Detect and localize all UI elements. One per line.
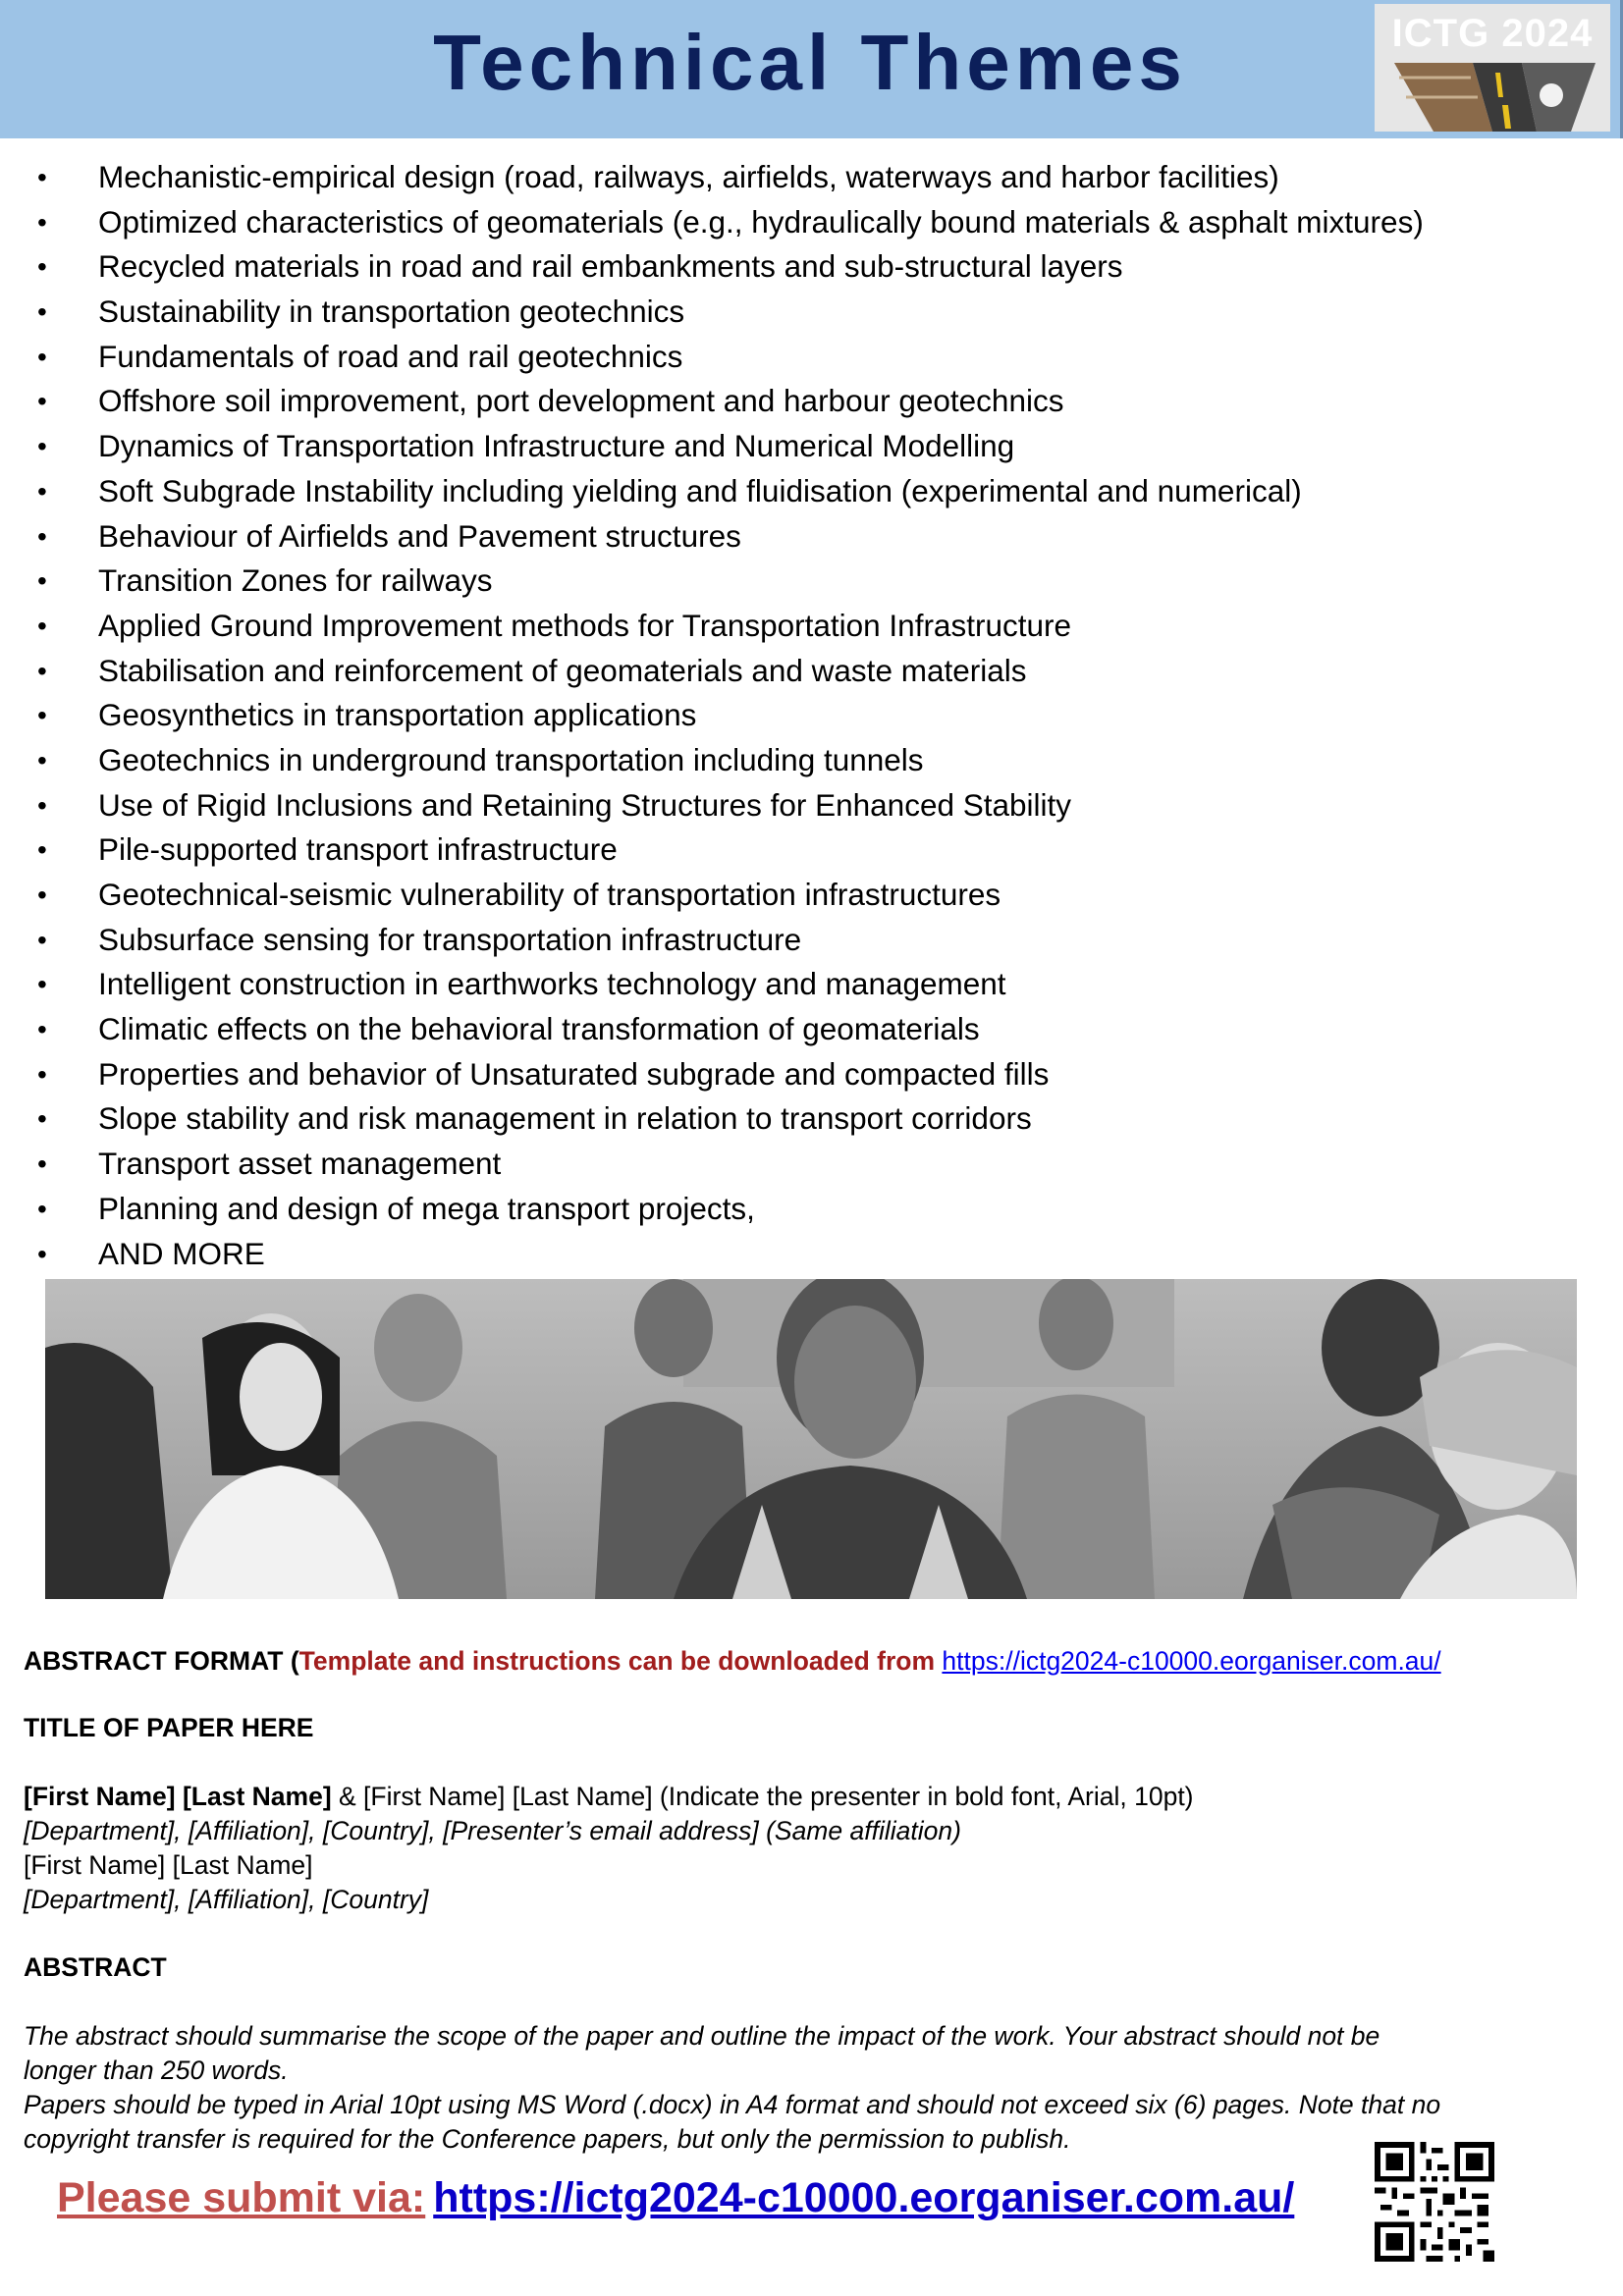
bullet-icon: • bbox=[37, 475, 47, 507]
header-banner bbox=[0, 0, 1623, 138]
road-logo-graphic bbox=[1375, 58, 1610, 132]
template-abstract-line-2: longer than 250 words. bbox=[24, 2056, 289, 2085]
bullet-icon: • bbox=[37, 520, 47, 552]
bullet-icon: • bbox=[37, 834, 47, 866]
page-title: Technical Themes bbox=[433, 19, 1187, 106]
bullet-icon: • bbox=[37, 610, 47, 641]
template-authors-rest: & [First Name] [Last Name] (Indicate the presenter in bold font, Arial, 10pt) bbox=[331, 1782, 1194, 1811]
bullet-icon: • bbox=[37, 1193, 47, 1224]
template-download-link[interactable]: https://ictg2024-c10000.eorganiser.com.au/ bbox=[942, 1646, 1441, 1676]
submit-link[interactable]: https://ictg2024-c10000.eorganiser.com.au/ bbox=[433, 2174, 1295, 2221]
audience-photo bbox=[45, 1279, 1577, 1599]
qr-code-graphic bbox=[1375, 2142, 1494, 2262]
template-paper-title: TITLE OF PAPER HERE bbox=[24, 1713, 314, 1742]
bullet-icon: • bbox=[37, 431, 47, 462]
conference-logo bbox=[1375, 4, 1610, 132]
bullet-icon: • bbox=[37, 162, 47, 192]
bullet-icon: • bbox=[37, 744, 47, 775]
bullet-icon: • bbox=[37, 1103, 47, 1135]
template-abstract-line-4: copyright transfer is required for the Conference papers, but only the permission to publish. bbox=[24, 2124, 1071, 2154]
template-abstract-line-3: Papers should be typed in Arial 10pt using MS Word (.docx) in A4 format and should not exceed six (6) pages. Note that no bbox=[24, 2090, 1441, 2119]
bullet-icon: • bbox=[37, 1238, 47, 1269]
audience-photo-graphic bbox=[45, 1279, 1577, 1599]
bullet-icon: • bbox=[37, 206, 47, 238]
bullet-icon: • bbox=[37, 700, 47, 731]
bullet-icon: • bbox=[37, 880, 47, 910]
template-abstract-line-1: The abstract should summarise the scope of the paper and outline the impact of the work. Your abstract should not be bbox=[24, 2021, 1380, 2051]
bullet-icon: • bbox=[37, 1058, 47, 1090]
bullet-icon: • bbox=[37, 1148, 47, 1180]
bullet-icon: • bbox=[37, 789, 47, 821]
bullet-icon: • bbox=[37, 1014, 47, 1045]
template-affiliation-1: [Department], [Affiliation], [Country], [Presenter’s email address] (Same affiliation) bbox=[24, 1816, 961, 1845]
template-authors-line bbox=[24, 1780, 1194, 1813]
template-author-2: [First Name] [Last Name] bbox=[24, 1850, 313, 1880]
abstract-format-heading: ABSTRACT FORMAT ( bbox=[24, 1646, 299, 1676]
abstract-format-note: Template and instructions can be downloaded from bbox=[298, 1646, 943, 1676]
bullet-icon: • bbox=[37, 655, 47, 686]
abstract-format-line bbox=[24, 1644, 1441, 1678]
template-abstract-heading: ABSTRACT bbox=[24, 1952, 167, 1982]
bullet-icon: • bbox=[37, 969, 47, 1000]
logo-text: ICTG 2024 bbox=[1391, 12, 1594, 55]
submit-line bbox=[57, 2174, 1294, 2222]
bullet-icon: • bbox=[37, 565, 47, 597]
bullet-icon: • bbox=[37, 386, 47, 417]
template-presenter-name: [First Name] [Last Name] bbox=[24, 1782, 332, 1811]
bullet-icon: • bbox=[37, 341, 47, 372]
qr-code[interactable] bbox=[1375, 2142, 1494, 2262]
bullet-icon: • bbox=[37, 924, 47, 955]
submit-label: Please submit via: bbox=[57, 2174, 426, 2221]
bullet-icon: • bbox=[37, 296, 47, 328]
bullet-icon: • bbox=[37, 251, 47, 283]
template-affiliation-2: [Department], [Affiliation], [Country] bbox=[24, 1885, 429, 1914]
